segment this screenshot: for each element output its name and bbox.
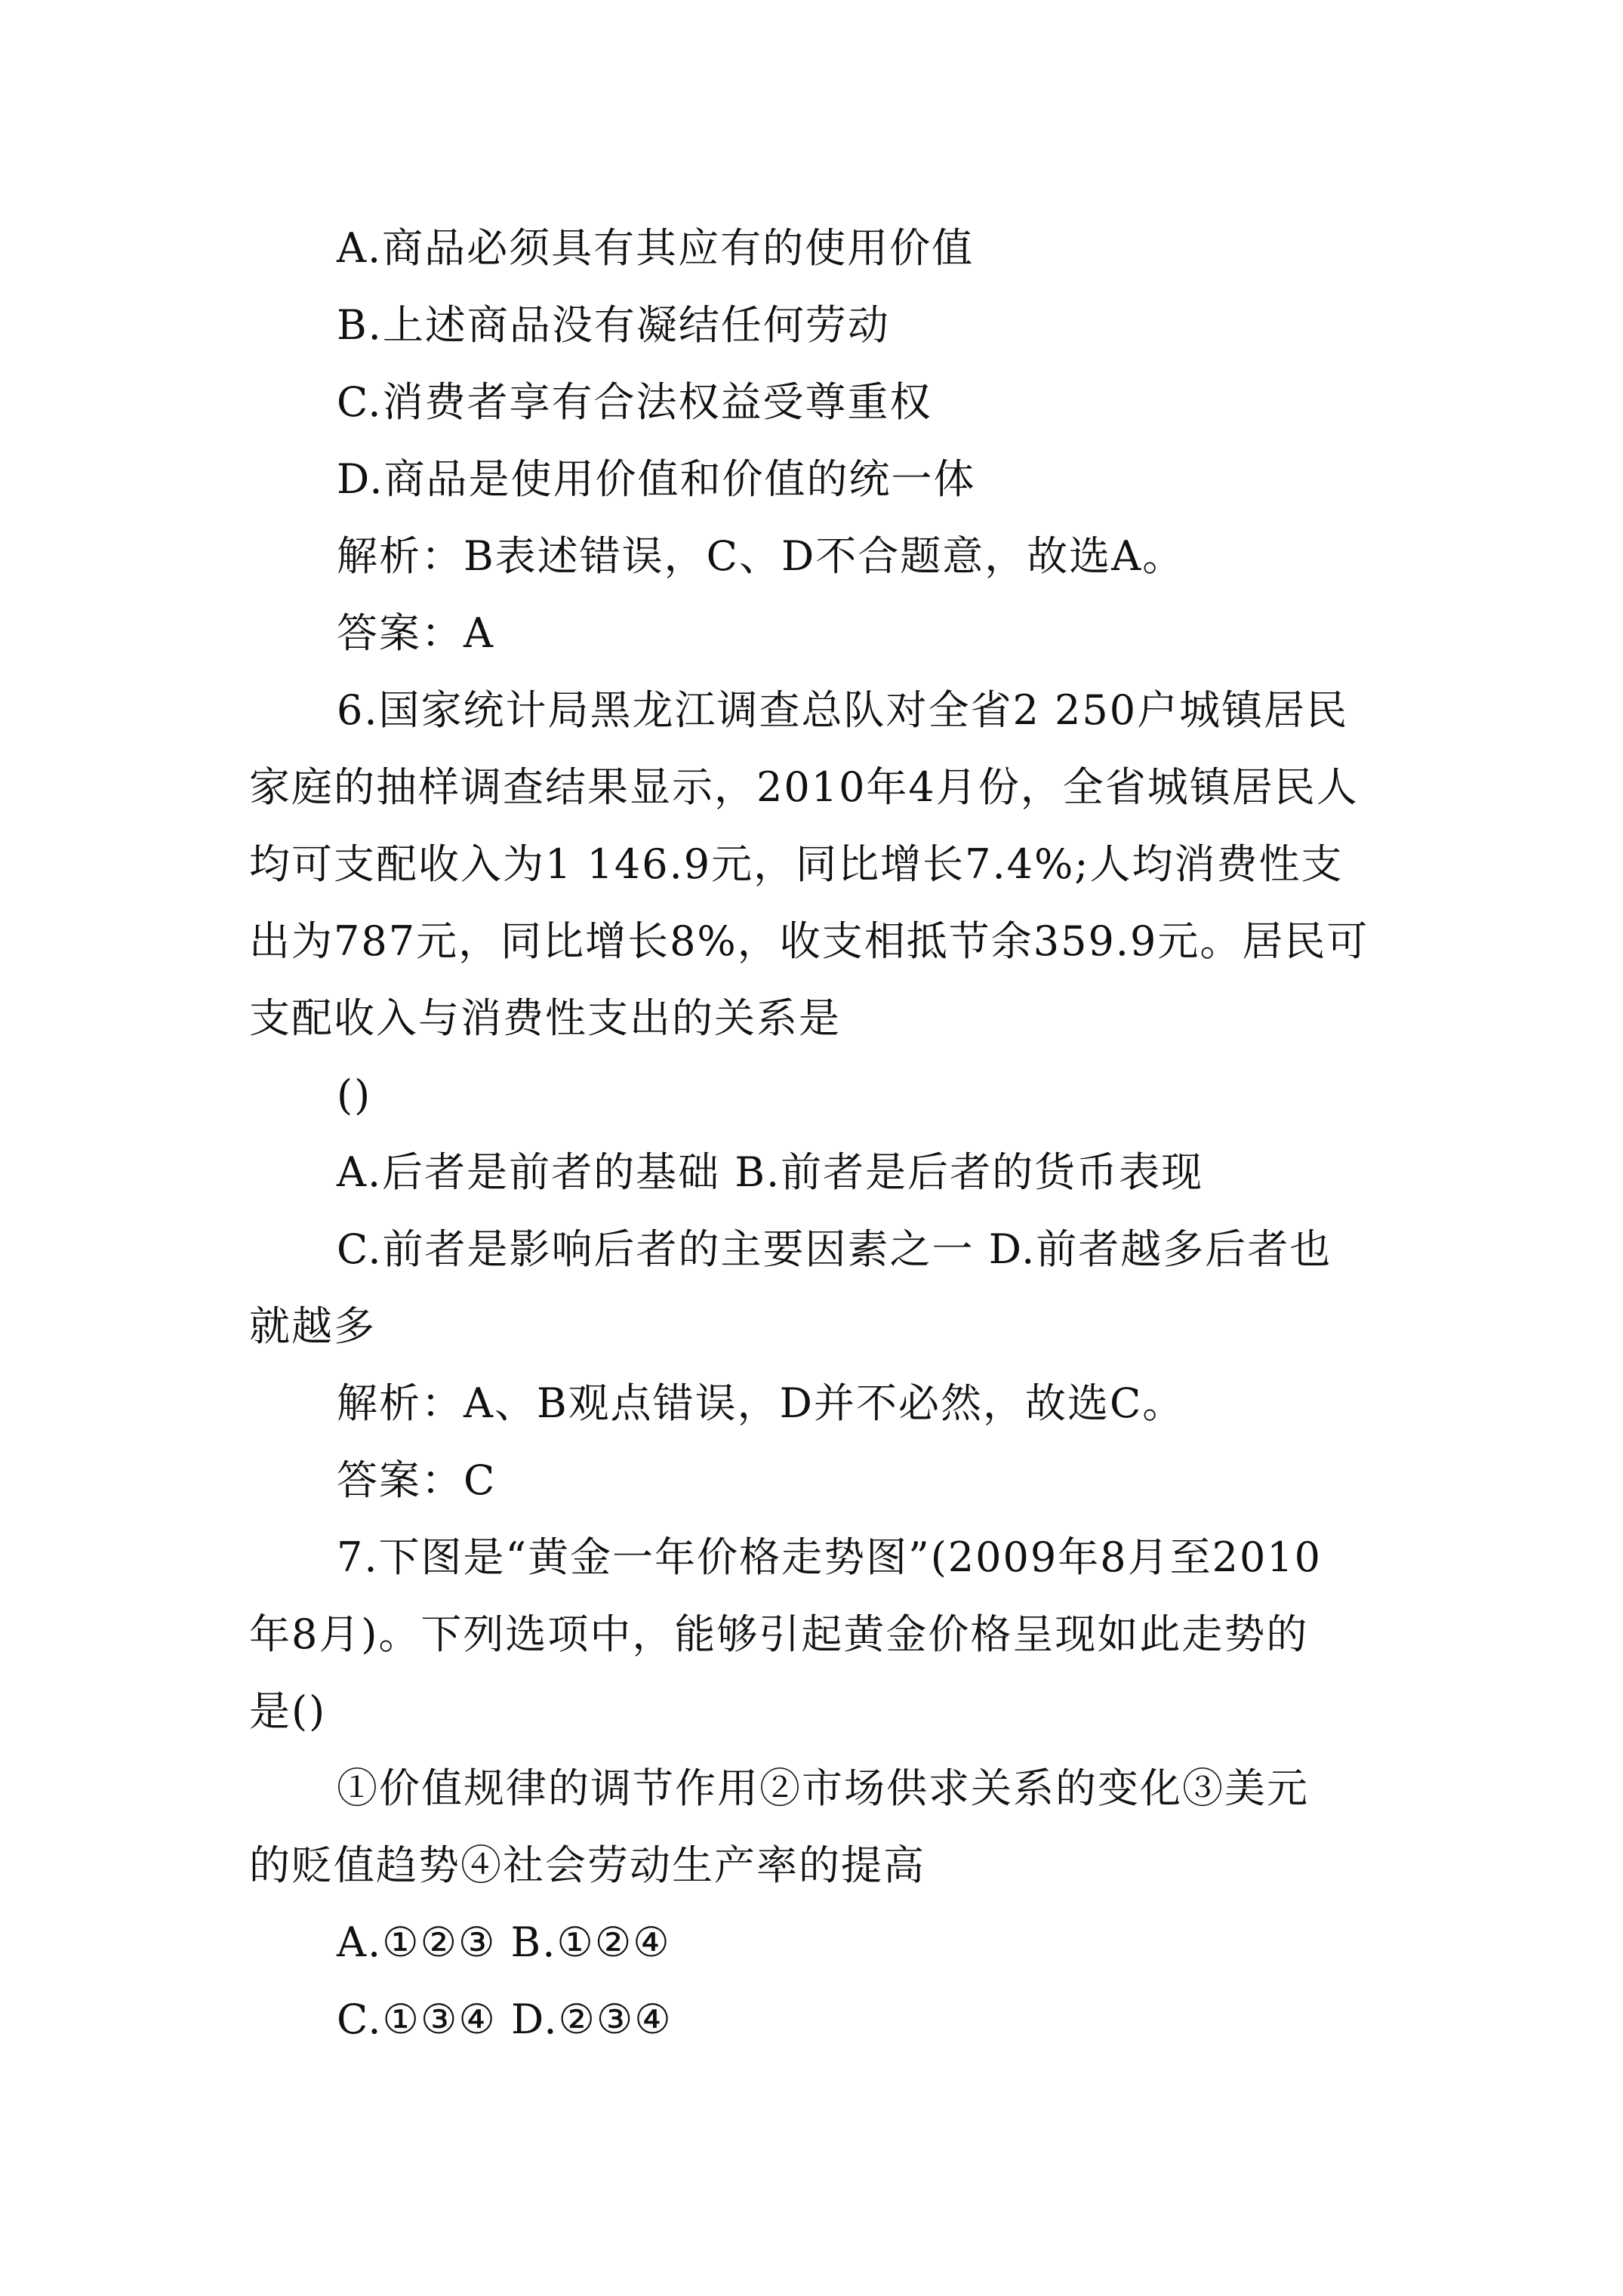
q6-stem-line: 出为787元，同比增长8%，收支相抵节余359.9元。居民可	[249, 917, 1369, 965]
q7-stem-line: 是()	[249, 1687, 327, 1735]
q6-stem-line: 均可支配收入为1 146.9元，同比增长7.4%;人均消费性支	[249, 840, 1344, 888]
q7-options-ab: A.①②③ B.①②④	[337, 1918, 671, 1966]
q5-option-b: B.上述商品没有凝结任何劳动	[337, 301, 890, 349]
q7-stem	[249, 1519, 1385, 1750]
q6-stem-line: 支配收入与消费性支出的关系是	[249, 994, 841, 1042]
q7-stem-line: 7.下图是“黄金一年价格走势图”(2009年8月至2010	[337, 1533, 1323, 1581]
q6-stem-line: 6.国家统计局黑龙江调查总队对全省2 250户城镇居民	[337, 686, 1349, 734]
q6-analysis: 解析：A、B观点错误，D并不必然，故选C。	[337, 1379, 1185, 1427]
q7-items-line: ①价值规律的调节作用②市场供求关系的变化③美元	[337, 1764, 1309, 1812]
q6-options-cd	[249, 1211, 1385, 1365]
q6-stem-line: 家庭的抽样调查结果显示，2010年4月份，全省城镇居民人	[249, 763, 1359, 811]
q5-analysis: 解析：B表述错误，C、D不合题意，故选A。	[337, 532, 1185, 580]
q7-items-line: 的贬值趋势④社会劳动生产率的提高	[249, 1841, 925, 1889]
q6-options-ab: A.后者是前者的基础 B.前者是后者的货币表现	[337, 1148, 1204, 1196]
document-page	[249, 210, 1385, 2058]
q5-option-a: A.商品必须具有其应有的使用价值	[337, 224, 975, 272]
q7-stem-line: 年8月)。下列选项中，能够引起黄金价格呈现如此走势的	[249, 1610, 1309, 1658]
q6-answer: 答案：C	[337, 1456, 497, 1504]
q5-option-d: D.商品是使用价值和价值的统一体	[337, 455, 976, 503]
q6-blank: ()	[337, 1071, 372, 1119]
q5-answer: 答案：A	[337, 609, 494, 657]
q7-options-cd: C.①③④ D.②③④	[337, 1996, 673, 2043]
q5-option-c: C.消费者享有合法权益受尊重权	[337, 378, 932, 426]
q6-options-cd-line: 就越多	[249, 1302, 376, 1350]
q6-options-cd-line: C.前者是影响后者的主要因素之一 D.前者越多后者也	[337, 1225, 1332, 1273]
q7-items	[249, 1750, 1385, 1904]
q6-stem	[249, 672, 1385, 1057]
